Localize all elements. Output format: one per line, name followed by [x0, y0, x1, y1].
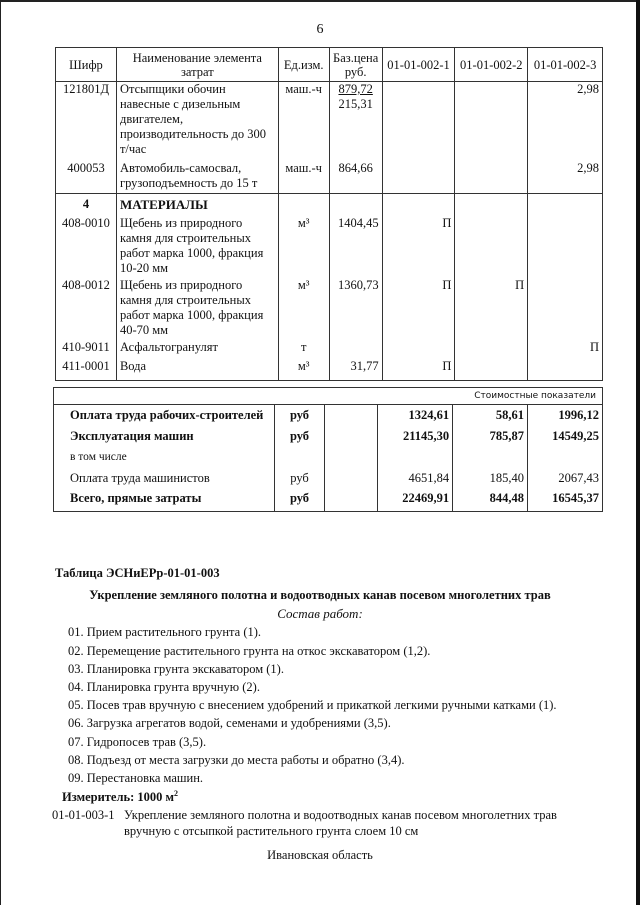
cost-price — [325, 426, 378, 447]
cell-name: Отсыпщики обочин навесные с дизельным двигателем, производительность до 300 т/час — [116, 82, 278, 161]
cost-v1 — [378, 447, 453, 468]
cost-row — [54, 426, 603, 447]
cell-v2 — [455, 161, 528, 194]
cost-price — [325, 405, 378, 427]
price-numerator: 879,72 — [338, 82, 373, 96]
table-row — [56, 82, 603, 161]
cell-code: 4 — [56, 194, 117, 216]
cost-caption: Стоимостные показатели — [54, 388, 603, 405]
work-item: 06. Загрузка агрегатов водой, семенами и удобрениями (3,5). — [68, 716, 391, 730]
cell-code: 121801Д — [56, 82, 117, 161]
work-item: 02. Перемещение растительного грунта на откос экскаватором (1,2). — [68, 644, 431, 658]
cell-v1: П — [382, 278, 455, 340]
cost-unit: руб — [274, 405, 325, 427]
page-right-border — [636, 0, 640, 905]
work-item: 09. Перестановка машин. — [68, 771, 204, 785]
table-row — [56, 340, 603, 359]
header-col2: 01-01-002-2 — [455, 48, 528, 82]
cell-name: Автомобиль-самосвал, грузоподъемность до 15 т — [116, 161, 278, 194]
cell-v3 — [528, 278, 603, 340]
cost-v1: 1324,61 — [378, 405, 453, 427]
cost-v2: 185,40 — [453, 468, 528, 489]
cell-unit: маш.-ч — [278, 82, 329, 161]
cell-unit: м³ — [278, 278, 329, 340]
cell-v1 — [382, 82, 455, 161]
works-title: Состав работ: — [277, 606, 363, 621]
meter-label — [62, 789, 178, 805]
cell-code: 411-0001 — [56, 359, 117, 381]
header-name: Наименование элемента затрат — [116, 48, 278, 82]
cell-v1 — [382, 161, 455, 194]
cost-row — [54, 468, 603, 489]
cost-v3: 1996,12 — [528, 405, 603, 427]
table-title: Таблица ЭСНиЕРр-01-01-003 — [55, 566, 220, 580]
cost-label: в том числе — [54, 447, 275, 468]
work-item: 07. Гидропосев трав (3,5). — [68, 735, 207, 749]
table-row — [56, 216, 603, 278]
cell-unit: т — [278, 340, 329, 359]
item-description-line2: вручную с отсыпкой растительного грунта слоем 10 см — [124, 824, 419, 838]
cost-v1: 22469,91 — [378, 489, 453, 512]
cell-v3: П — [528, 340, 603, 359]
cost-v2: 58,61 — [453, 405, 528, 427]
cell-price: 1404,45 — [329, 216, 382, 278]
cost-price — [325, 489, 378, 512]
header-price: Баз.цена руб. — [329, 48, 382, 82]
work-item: 05. Посев трав вручную с внесением удобрений и прикаткой легкими ручными катками (1). — [68, 698, 557, 712]
cost-v1: 21145,30 — [378, 426, 453, 447]
cell-code: 408-0012 — [56, 278, 117, 340]
cell-name: Щебень из природного камня для строительных работ марка 1000, фракция 40-70 мм — [116, 278, 278, 340]
page-number: 6 — [316, 22, 324, 37]
meter-text: Измеритель: 1000 м — [62, 790, 175, 805]
resources-table — [55, 47, 603, 381]
cell-unit: м³ — [278, 216, 329, 278]
cell-v2 — [455, 359, 528, 381]
cost-price — [325, 447, 378, 468]
cell-code: 408-0010 — [56, 216, 117, 278]
cell-unit: маш.-ч — [278, 161, 329, 194]
cell-price: 31,77 — [329, 359, 382, 381]
cell-v3: 2,98 — [528, 82, 603, 161]
cell-code: 410-9011 — [56, 340, 117, 359]
cost-unit — [274, 447, 325, 468]
cell-name: Щебень из природного камня для строительных работ марка 1000, фракция 10-20 мм — [116, 216, 278, 278]
cell-code: 400053 — [56, 161, 117, 194]
page-top-border — [0, 0, 640, 2]
price-denominator: 215,31 — [338, 97, 373, 111]
cost-row — [54, 447, 603, 468]
cell-price — [329, 82, 382, 161]
cost-unit: руб — [274, 426, 325, 447]
cell-price: 864,66 — [329, 161, 382, 194]
cost-unit: руб — [274, 489, 325, 512]
cell-name: Вода — [116, 359, 278, 381]
cell-v3 — [528, 359, 603, 381]
cost-v3 — [528, 447, 603, 468]
work-item: 03. Планировка грунта экскаватором (1). — [68, 662, 284, 676]
cost-v3: 14549,25 — [528, 426, 603, 447]
cell-v2 — [455, 340, 528, 359]
meter-sup: 2 — [174, 789, 179, 798]
table-header-row — [56, 48, 603, 82]
region-label: Ивановская область — [267, 848, 373, 862]
work-item: 04. Планировка грунта вручную (2). — [68, 680, 260, 694]
table-row — [56, 161, 603, 194]
cost-indicators-table — [53, 387, 603, 512]
work-item: 01. Прием растительного грунта (1). — [68, 625, 262, 639]
cost-label: Всего, прямые затраты — [54, 489, 275, 512]
cell-v3: 2,98 — [528, 161, 603, 194]
cost-v2: 844,48 — [453, 489, 528, 512]
item-description-line1: Укрепление земляного полотна и водоотводных канав посевом многолетних трав — [124, 808, 557, 822]
work-item: 08. Подъезд от места загрузки до места работы и обратно (3,4). — [68, 753, 405, 767]
header-unit: Ед.изм. — [278, 48, 329, 82]
cost-unit: руб — [274, 468, 325, 489]
cost-label: Эксплуатация машин — [54, 426, 275, 447]
cost-row — [54, 405, 603, 427]
table-row — [56, 359, 603, 381]
header-code: Шифр — [56, 48, 117, 82]
cell-v2 — [455, 216, 528, 278]
cell-price — [329, 340, 382, 359]
cell-name: Асфальтогранулят — [116, 340, 278, 359]
cost-row-total — [54, 489, 603, 512]
cost-label: Оплата труда машинистов — [54, 468, 275, 489]
cell-price: 1360,73 — [329, 278, 382, 340]
cost-v1: 4651,84 — [378, 468, 453, 489]
cost-v3: 2067,43 — [528, 468, 603, 489]
cost-v2: 785,87 — [453, 426, 528, 447]
cell-v1 — [382, 340, 455, 359]
cost-label: Оплата труда рабочих-строителей — [54, 405, 275, 427]
cost-v3: 16545,37 — [528, 489, 603, 512]
cell-v2: П — [455, 278, 528, 340]
cost-v2 — [453, 447, 528, 468]
page-left-border — [0, 0, 1, 905]
section-row-materials — [56, 194, 603, 216]
header-col1: 01-01-002-1 — [382, 48, 455, 82]
cell-v1: П — [382, 216, 455, 278]
cost-price — [325, 468, 378, 489]
cell-v3 — [528, 216, 603, 278]
section-heading: Укрепление земляного полотна и водоотводных канав посевом многолетних трав — [89, 588, 551, 602]
header-col3: 01-01-002-3 — [528, 48, 603, 82]
cell-v1: П — [382, 359, 455, 381]
cell-unit: м³ — [278, 359, 329, 381]
cell-name: МАТЕРИАЛЫ — [116, 194, 278, 216]
table-row — [56, 278, 603, 340]
cost-caption-row — [54, 388, 603, 405]
cell-v2 — [455, 82, 528, 161]
item-code: 01-01-003-1 — [52, 808, 115, 822]
